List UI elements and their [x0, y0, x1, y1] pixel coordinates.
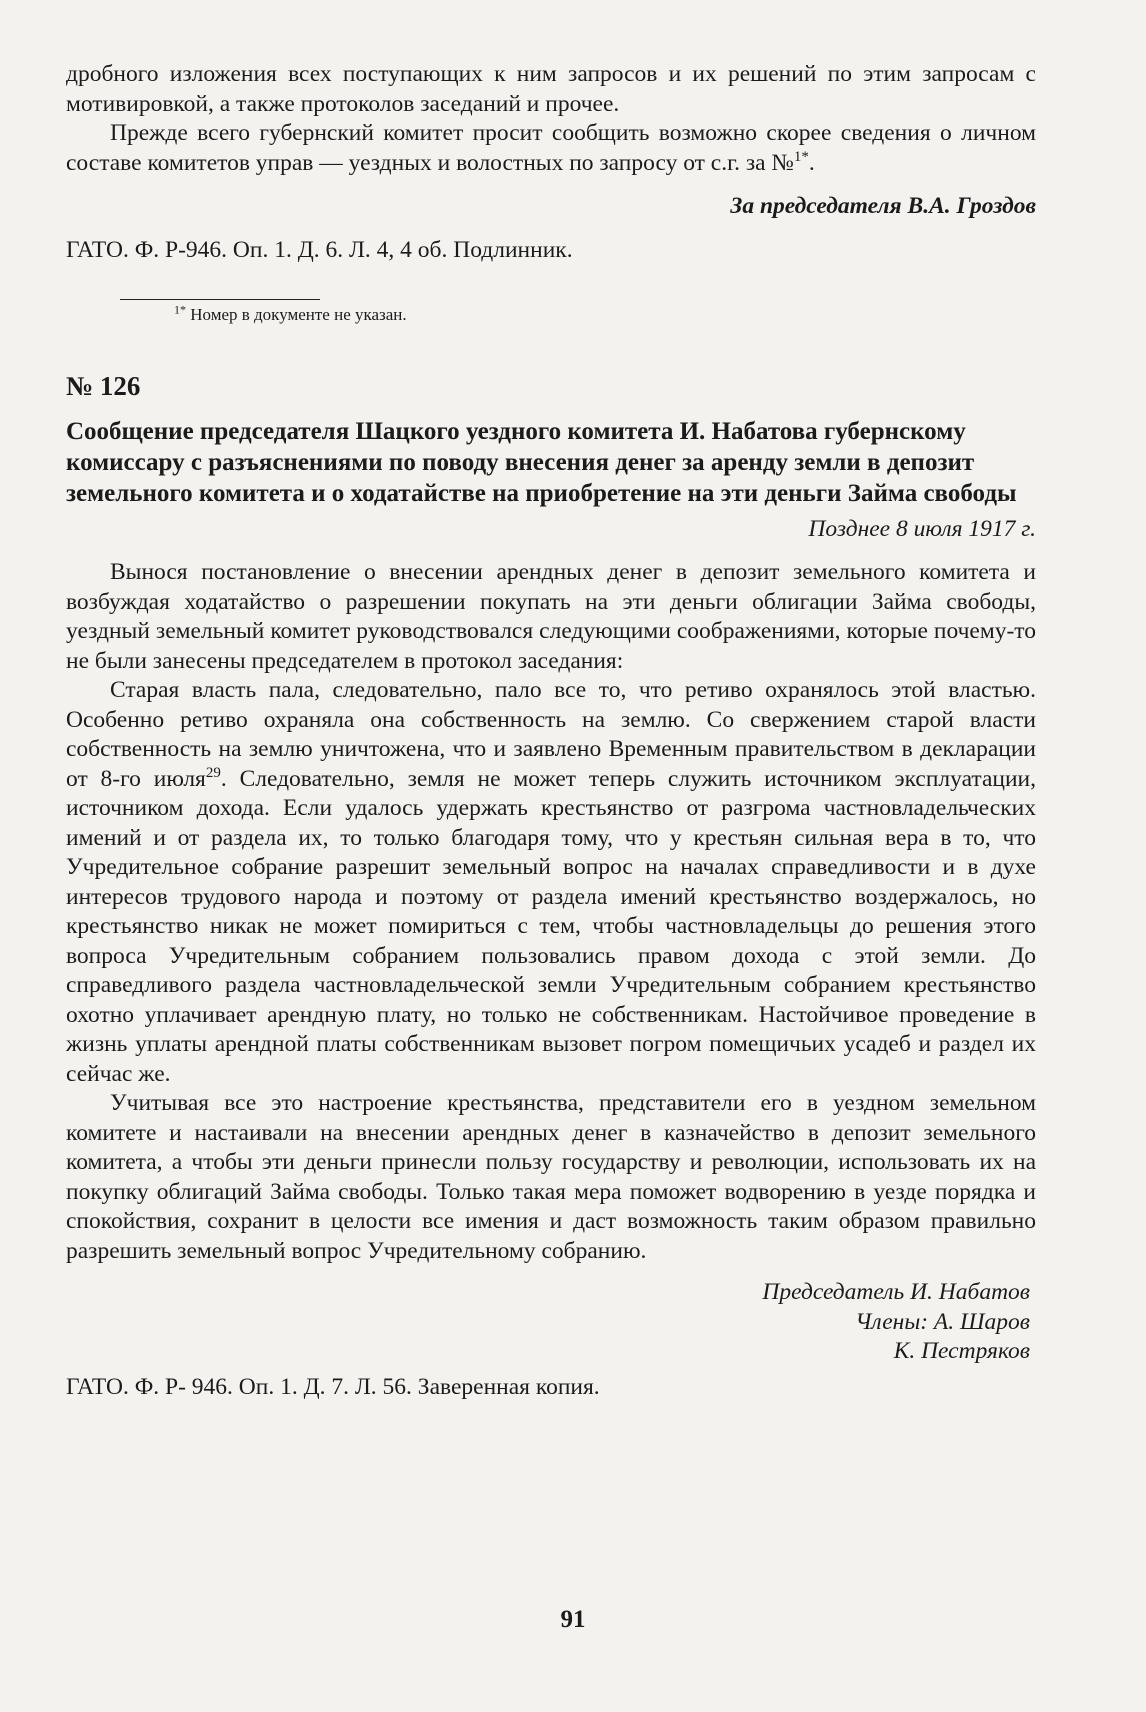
doc-paragraph-3: Учитывая все это настроение крестьянства, представители его в уездном земельном комитете и настаивали на внесении арендных денег в казначейство в депозит земельного комитета, а чтобы эти деньги принесли пользу государству и революции, использовать их на покупку облигаций Займа свободы. Только такая мера поможет водворению в уезде порядка и спокойствия, сохранит в целости все имения и даст возможность таким образом правильно разрешить земельный вопрос Учредительному собранию. — [66, 1090, 1036, 1264]
footnote-mark: 1* — [174, 302, 186, 317]
document-number: № 126 — [66, 371, 141, 401]
footnote-text: Номер в документе не указан. — [186, 305, 407, 324]
footnote — [174, 304, 1036, 326]
doc-paragraph-2a: Старая власть пала, следовательно, пало все то, что ретиво охранялось этой властью. Особенно ретиво охраняла она собственность на землю. Со свержением старой власти собственность на землю уничтожена, что и заявлено Временным правительством в декларации от 8-го июля — [66, 677, 1036, 792]
footnote-rule — [120, 299, 320, 300]
footnote-ref: 1* — [793, 148, 809, 165]
prev-paragraph-2-end: . — [808, 149, 815, 176]
endnote-ref: 29 — [205, 764, 221, 781]
signature-member-2: К. Пестряков — [893, 1338, 1030, 1364]
document-date: Позднее 8 июля 1917 г. — [808, 515, 1036, 542]
document-page — [66, 60, 1036, 1402]
document-title: Сообщение председателя Шацкого уездного комитета И. Набатова губернскому комиссару с разъяснениями по поводу внесения денег за аренду земли в депозит земельного комитета и о ходатайстве на приобретение на эти деньги Займа свободы — [66, 417, 1017, 507]
prev-signature: За председателя В.А. Гроздов — [730, 193, 1036, 219]
doc-paragraph-2b: . Следовательно, земля не может теперь служить источником эксплуатации, источником дохода. Если удалось удержать крестьянство от разгрома частновладельческих имений и от раздела их, то только благодаря тому, что у крестьян сильная вера в то, что Учредительное собрание разрешит земельный вопрос на началах справедливости и в духе интересов трудового народа и поэтому от раздела имений крестьянство воздержалось, но крестьянство никак не может помириться с тем, чтобы частновладельцы до решения этого вопроса Учредительным собранием пользовались правом дохода с этой земли. До справедливого раздела частновладельческой земли Учредительным собранием крестьянство охотно уплачивает арендную плату, но только не собственникам. Настойчивое проведение в жизнь уплаты арендной платы собственникам вызовет погром помещичьих усадеб и раздел их сейчас же. — [66, 765, 1036, 1087]
prev-archive-ref: ГАТО. Ф. Р-946. Оп. 1. Д. 6. Л. 4, 4 об. Подлинник. — [66, 236, 573, 263]
page-number: 91 — [560, 1606, 586, 1633]
prev-paragraph-2 — [66, 119, 1036, 178]
prev-paragraph-2-text: Прежде всего губернский комитет просит сообщить возможно скорее сведения о личном составе комитетов управ — уездных и волостных по запросу от с.г. за № — [66, 120, 1036, 176]
prev-paragraph-1: дробного изложения всех поступающих к ним запросов и их решений по этим запросам с мотивировкой, а также протоколов заседаний и прочее. — [66, 61, 1036, 117]
doc-paragraph-1: Вынося постановление о внесении арендных денег в депозит земельного комитета и возбуждая ходатайство о разрешении покупать на эти деньги облигации Займа свободы, уездный земельный комитет руководствовался следующими соображениями, которые почему-то не были занесены председателем в протокол заседания: — [66, 559, 1036, 674]
signature-member-1: Члены: А. Шаров — [855, 1308, 1030, 1335]
doc-archive-ref: ГАТО. Ф. Р- 946. Оп. 1. Д. 7. Л. 56. Заверенная копия. — [66, 1373, 600, 1400]
doc-paragraph-2 — [66, 676, 1036, 1089]
signature-chairman: Председатель И. Набатов — [762, 1279, 1030, 1305]
